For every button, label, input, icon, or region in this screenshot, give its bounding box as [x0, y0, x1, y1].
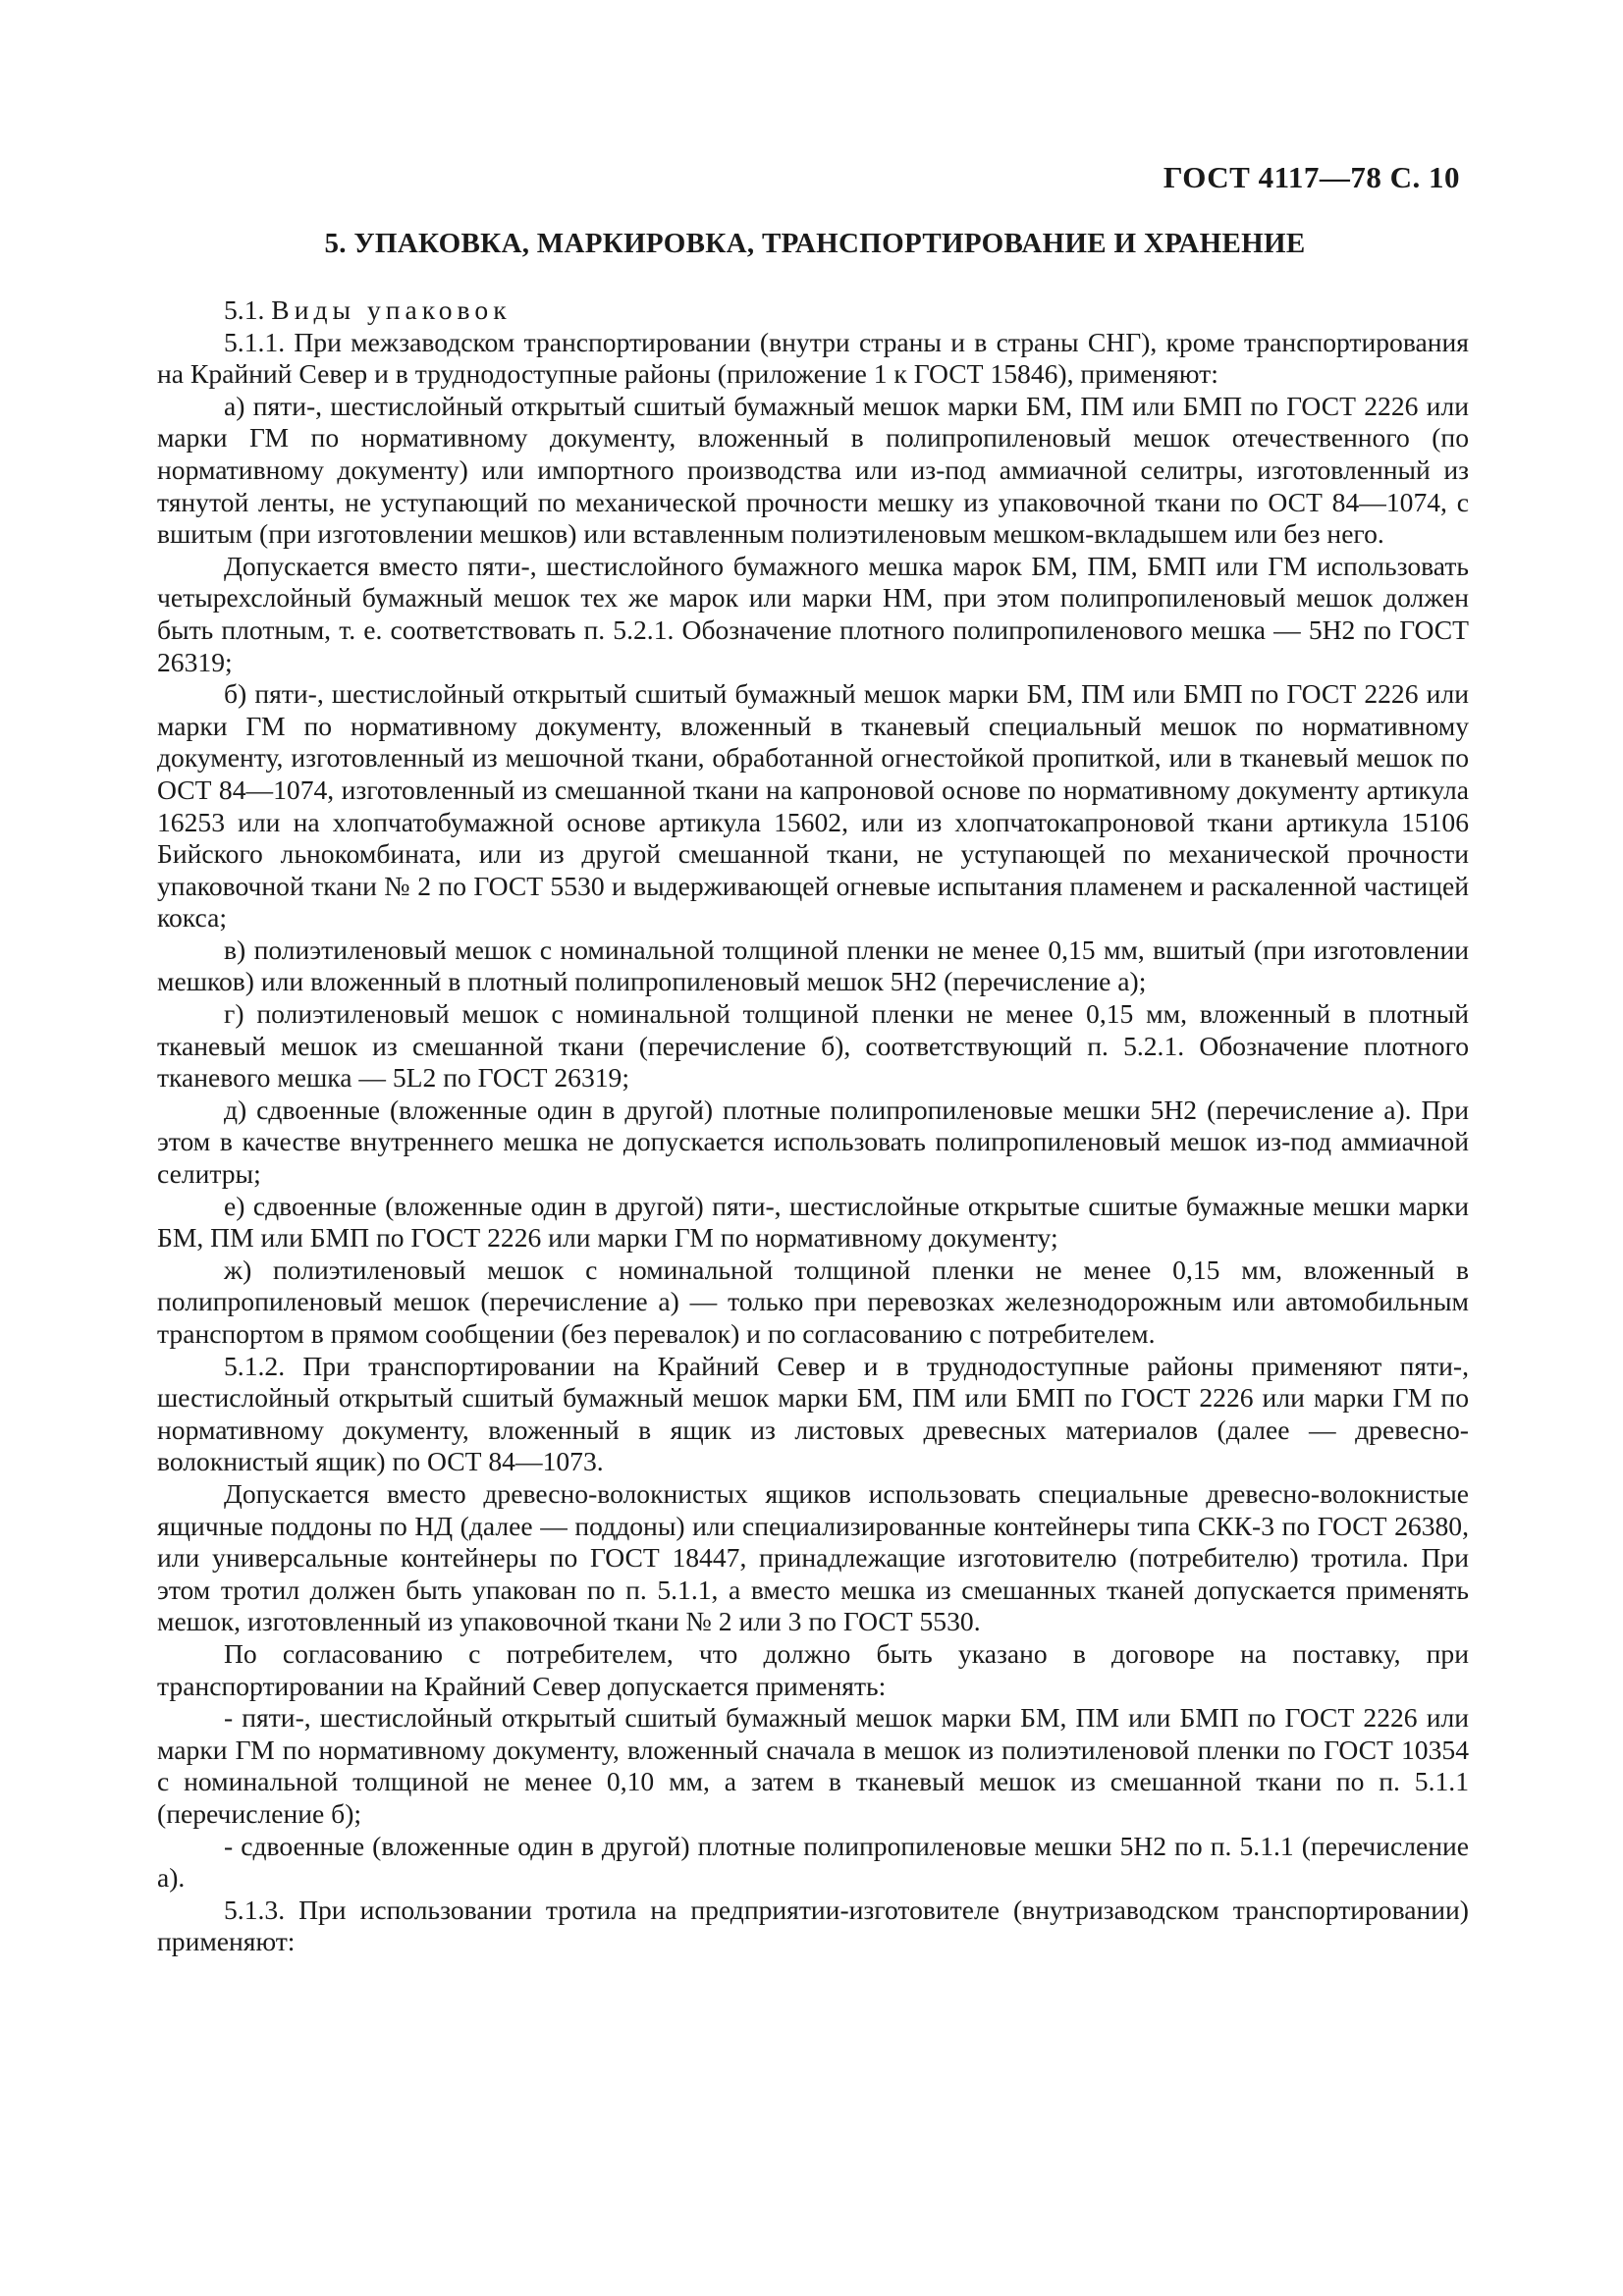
page-header: ГОСТ 4117—78 С. 10 [1163, 160, 1460, 194]
paragraph: в) полиэтиленовый мешок с номинальной толщиной пленки не менее 0,15 мм, вшитый (при изготовлении мешков) или вложенный в плотный полипропиленовый мешок 5H2 (перечисление а); [157, 934, 1469, 997]
section-title: 5. УПАКОВКА, МАРКИРОВКА, ТРАНСПОРТИРОВАНИЕ И ХРАНЕНИЕ [324, 228, 1306, 259]
paragraph: ж) полиэтиленовый мешок с номинальной толщиной пленки не менее 0,15 мм, вложенный в полипропиленовый мешок (перечисление а) — только при перевозках железнодорожным или автомобильным транспортом в прямом сообщении (без перевалок) и по согласованию с потребителем. [157, 1254, 1469, 1349]
subsection-heading-text: Виды упаковок [271, 294, 512, 325]
document-body [157, 294, 1469, 1958]
paragraph: 5.1.3. При использовании тротила на предприятии-изготовителе (внутризаводском транспортировании) применяют: [157, 1894, 1469, 1957]
paragraph: г) полиэтиленовый мешок с номинальной толщиной пленки не менее 0,15 мм, вложенный в плотный тканевый мешок из смешанной ткани (перечисление б), соответствующий п. 5.2.1. Обозначение плотного тканевого мешка — 5L2 по ГОСТ 26319; [157, 998, 1469, 1094]
paragraph: а) пяти-, шестислойный открытый сшитый бумажный мешок марки БМ, ПМ или БМП по ГОСТ 2226 или марки ГМ по нормативному документу, вложенный в полипропиленовый мешок отечественного (по нормативному документу) или импортного производства или из-под аммиачной селитры, изготовленный из тянутой ленты, не уступающий по механической прочности мешку из упаковочной ткани по ОСТ 84—1074, с вшитым (при изготовлении мешков) или вставленным полиэтиленовым мешком-вкладышем или без него. [157, 390, 1469, 550]
subsection-heading [157, 294, 1469, 327]
paragraph: По согласованию с потребителем, что должно быть указано в договоре на поставку, при транспортировании на Крайний Север допускается применять: [157, 1637, 1469, 1701]
paragraph: е) сдвоенные (вложенные один в другой) пяти-, шестислойные открытые сшитые бумажные мешки марки БМ, ПМ или БМП по ГОСТ 2226 или марки ГМ по нормативному документу; [157, 1190, 1469, 1254]
paragraph: б) пяти-, шестислойный открытый сшитый бумажный мешок марки БМ, ПМ или БМП по ГОСТ 2226 или марки ГМ по нормативному документу, вложенный в тканевый специальный мешок по нормативному документу, изготовленный из мешочной ткани, обработанной огнестойкой пропиткой, или в тканевый мешок по ОСТ 84—1074, изготовленный из смешанной ткани на капроновой основе по нормативному документу артикула 16253 или на хлопчатобумажной основе артикула 15602, или из хлопчатокапроновой ткани артикула 15106 Бийского льнокомбината, или из другой смешанной ткани, не уступающей по механической прочности упаковочной ткани № 2 по ГОСТ 5530 и выдерживающей огневые испытания пламенем и раскаленной частицей кокса; [157, 678, 1469, 934]
paragraph: д) сдвоенные (вложенные один в другой) плотные полипропиленовые мешки 5H2 (перечисление а). При этом в качестве внутреннего мешка не допускается использовать полипропиленовый мешок из-под аммиачной селитры; [157, 1094, 1469, 1190]
paragraph: 5.1.2. При транспортировании на Крайний Север и в труднодоступные районы применяют пяти-, шестислойный открытый сшитый бумажный мешок марки БМ, ПМ или БМП по ГОСТ 2226 или марки ГМ по нормативному документу, вложенный в ящик из листовых древесных материалов (далее — древесно-волокнистый ящик) по ОСТ 84—1073. [157, 1350, 1469, 1477]
paragraph: 5.1.1. При межзаводском транспортировании (внутри страны и в страны СНГ), кроме транспортирования на Крайний Север и в труднодоступные районы (приложение 1 к ГОСТ 15846), применяют: [157, 326, 1469, 390]
paragraph: - сдвоенные (вложенные один в другой) плотные полипропиленовые мешки 5H2 по п. 5.1.1 (перечисление а). [157, 1830, 1469, 1894]
subsection-number: 5.1. [224, 294, 265, 325]
paragraph: Допускается вместо пяти-, шестислойного бумажного мешка марок БМ, ПМ, БМП или ГМ использовать четырехслойный бумажный мешок тех же марок или марки НМ, при этом полипропиленовый мешок должен быть плотным, т. е. соответствовать п. 5.2.1. Обозначение плотного полипропиленового мешка — 5H2 по ГОСТ 26319; [157, 550, 1469, 677]
paragraph: - пяти-, шестислойный открытый сшитый бумажный мешок марки БМ, ПМ или БМП по ГОСТ 2226 или марки ГМ по нормативному документу, вложенный сначала в мешок из полиэтиленовой пленки по ГОСТ 10354 с номинальной толщиной не менее 0,10 мм, а затем в тканевый мешок из смешанной ткани по п. 5.1.1 (перечисление б); [157, 1702, 1469, 1829]
paragraph: Допускается вместо древесно-волокнистых ящиков использовать специальные древесно-волокнистые ящичные поддоны по НД (далее — поддоны) или специализированные контейнеры типа СКК-3 по ГОСТ 26380, или универсальные контейнеры по ГОСТ 18447, принадлежащие изготовителю (потребителю) тротила. При этом тротил должен быть упакован по п. 5.1.1, а вместо мешка из смешанных тканей допускается применять мешок, изготовленный из упаковочной ткани № 2 или 3 по ГОСТ 5530. [157, 1477, 1469, 1637]
